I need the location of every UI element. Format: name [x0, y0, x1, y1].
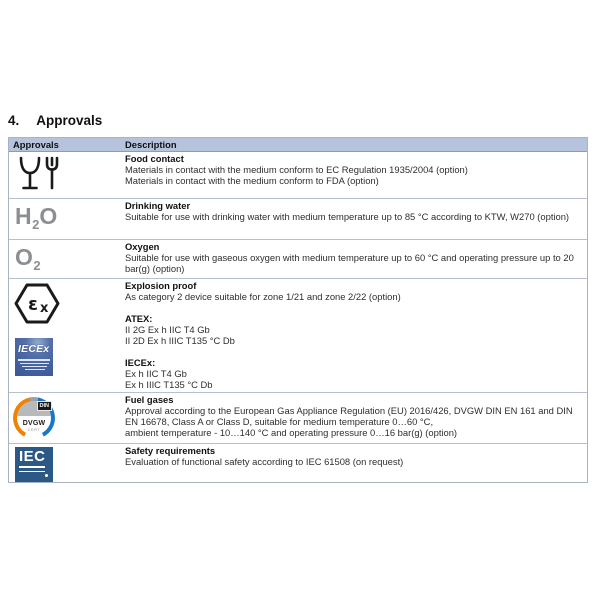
- column-header-approvals: Approvals: [13, 139, 59, 150]
- dvgw-logo-label: DVGW: [22, 420, 46, 427]
- approval-description-cell: [121, 279, 587, 392]
- table-row: [9, 444, 587, 482]
- section-heading: [8, 113, 102, 128]
- page-title: Approvals: [36, 113, 103, 128]
- description-line: ambient temperature - 10…140 °C and operating pressure 0…16 bar(g) (option): [125, 427, 458, 438]
- iecex-logo-lines: [18, 359, 50, 372]
- description-line: Approval according to the European Gas Appliance Regulation (EU) 2016/426, DVGW DIN EN 161 and DIN EN 16678, Class A or Class D, suitable for medium temperature 0…60 °C,: [125, 405, 573, 427]
- approval-description-cell: [121, 152, 587, 198]
- iec-logo: [15, 447, 53, 482]
- approval-description-cell: [121, 199, 587, 239]
- row-title: Safety requirements: [125, 445, 216, 456]
- description-line: Materials in contact with the medium conform to FDA (option): [125, 175, 379, 186]
- approval-icon-cell: [9, 199, 121, 239]
- iec-logo-line: [19, 471, 45, 472]
- row-title: Oxygen: [125, 241, 160, 252]
- atex-label: ATEX:: [125, 313, 153, 324]
- table-row: [9, 279, 587, 393]
- svg-text:x: x: [40, 301, 49, 316]
- table-row: [9, 240, 587, 279]
- h2o-symbol: $H_2O$: [15, 203, 58, 232]
- approval-description-cell: [121, 240, 587, 278]
- iec-logo-dot: [45, 474, 49, 478]
- description-line: Suitable for use with drinking water with medium temperature up to 85 °C according to KTW, W270 (option): [125, 211, 570, 222]
- approval-icon-cell: [9, 152, 121, 198]
- section-number: 4.: [8, 113, 20, 128]
- row-title: Food contact: [125, 153, 184, 164]
- table-header-row: [9, 138, 587, 152]
- approval-icon-cell: [9, 444, 121, 482]
- dvgw-cert-label: CERT: [27, 427, 41, 432]
- iec-logo-line: [19, 466, 45, 468]
- row-title: Fuel gases: [125, 394, 174, 405]
- approval-icon-cell: [9, 393, 121, 443]
- description-line: As category 2 device suitable for zone 1/21 and zone 2/22 (option): [125, 291, 401, 302]
- description-line: II 2D Ex h IIIC T135 °C Db: [125, 335, 235, 346]
- iec-logo-label: IEC: [19, 448, 46, 465]
- approval-description-cell: [121, 393, 587, 443]
- description-line: Suitable for use with gaseous oxygen with medium temperature up to 60 °C and operating pressure up to 20 bar(g) (option): [125, 252, 574, 274]
- atex-ex-hexagon-icon: [13, 282, 61, 325]
- svg-text:ε: ε: [28, 294, 39, 315]
- approval-description-cell: [121, 444, 587, 482]
- description-line: Ex h IIC T4 Gb: [125, 368, 187, 379]
- description-line: II 2G Ex h IIC T4 Gb: [125, 324, 210, 335]
- din-badge: DIN: [37, 401, 52, 411]
- approval-icon-cell: [9, 240, 121, 278]
- approvals-table: [8, 137, 588, 483]
- description-line: Materials in contact with the medium conform to EC Regulation 1935/2004 (option): [125, 164, 468, 175]
- food-contact-glass-fork-icon: [17, 156, 61, 193]
- table-row: [9, 152, 587, 199]
- row-title: Drinking water: [125, 200, 191, 211]
- table-row: [9, 393, 587, 444]
- column-header-description: Description: [125, 139, 177, 150]
- iecex-logo-label: IECEx: [18, 343, 50, 355]
- description-line: Ex h IIIC T135 °C Db: [125, 379, 213, 390]
- row-title: Explosion proof: [125, 280, 197, 291]
- o2-symbol: $O_2$: [15, 244, 41, 273]
- dvgw-cert-logo: [13, 397, 55, 439]
- iecex-label: IECEx:: [125, 357, 156, 368]
- iecex-logo: [15, 338, 53, 376]
- approval-icon-cell: [9, 279, 121, 392]
- table-row: [9, 199, 587, 240]
- description-line: Evaluation of functional safety according to IEC 61508 (on request): [125, 456, 404, 467]
